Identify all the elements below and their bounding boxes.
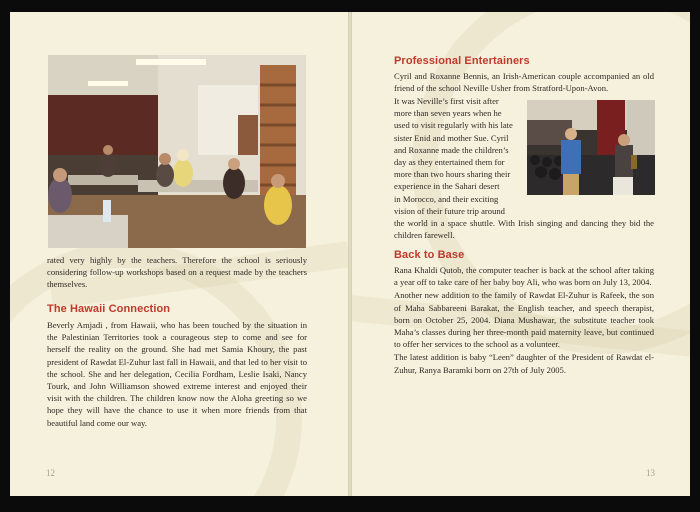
page-number: 12 bbox=[46, 468, 55, 478]
back-to-base-paragraph: Rana Khaldi Qutob, the computer teacher is back at the school after taking a year off to take care of her baby boy Ali, who was born on July 13, 2004. bbox=[394, 265, 654, 288]
wrap-line: It was Neville’s first visit after bbox=[394, 96, 499, 106]
entertainers-photo bbox=[527, 100, 655, 195]
hawaii-paragraph: Beverly Amjadi , from Hawaii, who has been touched by the situation in the Palestinian Territories took a courageous step to come and see for herself the reality on the ground. She had met Samia Khoury, the past president of Rawdat El-Zuhur last fall in Hawaii, and that led to her visit to the school. She and her delegation, Cecilia Fordham, Leslie Isaki, Nancy Tourk, and John Williamson showed extreme interest and enjoyed their visit with the children. The children know now the Aloha greeting so we hope they will have the chance to use it when more friends from that beautiful land come our way. bbox=[47, 320, 307, 428]
left-page bbox=[10, 12, 348, 496]
section-heading-hawaii: The Hawaii Connection bbox=[47, 303, 171, 315]
back-to-base-paragraph: Another new addition to the family of Rawdat El-Zuhur is Rafeek, the son of Maha Sabbareeni Barakat, the English teacher, and speech therapist, born on October 25, 2004. Diana Mushawar, the substitute teacher took Maha’s classes during her three-month paid maternity leave, but continued to offer her services to the school as a volunteer. bbox=[394, 290, 654, 350]
entertainers-photo-illustration bbox=[527, 100, 655, 195]
wrap-line: more than seven years when he bbox=[394, 108, 502, 119]
back-to-base-body bbox=[394, 264, 654, 376]
right-page bbox=[352, 12, 690, 496]
entertainers-wrap-text bbox=[394, 95, 524, 217]
wrap-line: in Morocco, and their exciting bbox=[394, 193, 499, 204]
workshop-photo-illustration bbox=[48, 55, 306, 248]
entertainers-paragraph-end: the world in a space shuttle. With Irish singing and dancing they bid the children farewell. bbox=[394, 218, 654, 241]
wrap-line: experience in the Sahari desert bbox=[394, 181, 500, 192]
entertainers-paragraph-top: Cyril and Roxanne Bennis, an Irish-American couple accompanied an old friend of the school Neville Usher from Stratford-Upon-Avon. bbox=[394, 71, 654, 94]
wrap-line: sister Enid and mother Sue. Cyril bbox=[394, 132, 509, 143]
wrap-line: used to visit regularly with his late bbox=[394, 120, 513, 131]
page-number: 13 bbox=[646, 468, 655, 478]
wrap-line: more than two hours sharing their bbox=[394, 169, 511, 180]
wrap-line: vision of their future trip around bbox=[394, 205, 505, 216]
section-heading-back-to-base: Back to Base bbox=[394, 249, 465, 261]
back-to-base-paragraph: The latest addition is baby “Leen” daughter of the President of Rawdat el-Zuhur, Ranya Baramki born on 27th of July 2005. bbox=[394, 352, 654, 375]
wrap-line: day as they entertained them for bbox=[394, 157, 505, 168]
wrap-line: and Roxanne made the children’s bbox=[394, 144, 509, 155]
workshop-photo bbox=[48, 55, 306, 248]
intro-paragraph: rated very highly by the teachers. Therefore the school is seriously considering follow-up workshops based on a request made by the teachers themselves. bbox=[47, 255, 307, 290]
section-heading-entertainers: Professional Entertainers bbox=[394, 55, 530, 67]
